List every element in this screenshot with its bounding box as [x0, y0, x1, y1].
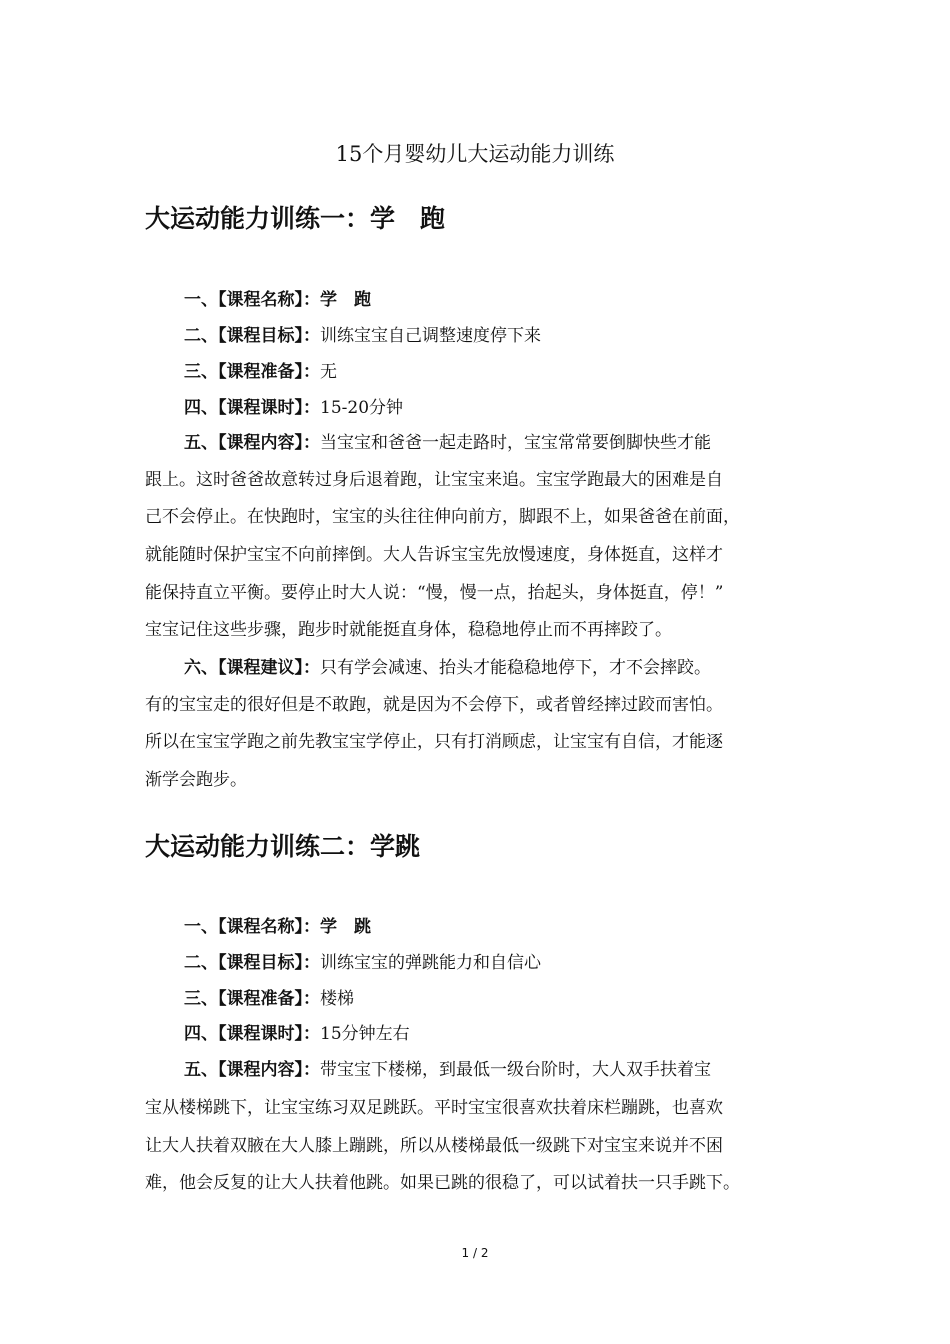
item-label: 四、【课程课时】：	[184, 398, 320, 418]
item-label: 三、【课程准备】：	[184, 989, 320, 1009]
item-value: 训练宝宝的弹跳能力和自信心	[320, 953, 541, 973]
section1-suggestion-first-line	[184, 656, 711, 680]
section2-content-first-line	[184, 1058, 711, 1082]
item-value: 15分钟左右	[320, 1024, 410, 1044]
section1-item-course-name	[184, 288, 371, 312]
section1-content-first-line	[184, 431, 711, 455]
item-value: 训练宝宝自己调整速度停下来	[320, 326, 541, 346]
item-label: 一、【课程名称】：	[184, 917, 320, 937]
item-value: 15-20分钟	[320, 398, 404, 418]
section1-item-course-goal	[184, 324, 541, 348]
item-label: 三、【课程准备】：	[184, 362, 320, 382]
paragraph-text: 带宝宝下楼梯，到最低一级台阶时，大人双手扶着宝	[320, 1060, 711, 1080]
paragraph-line: 宝从楼梯跳下，让宝宝练习双足跳跃。平时宝宝很喜欢扶着床栏蹦跳，也喜欢	[145, 1098, 723, 1118]
item-label: 五、【课程内容】：	[184, 433, 320, 453]
section1-item-course-prep	[184, 360, 337, 384]
item-label: 二、【课程目标】：	[184, 953, 320, 973]
item-value: 学 跑	[320, 290, 371, 310]
paragraph-line: 跟上。这时爸爸故意转过身后退着跑，让宝宝来追。宝宝学跑最大的困难是自	[145, 470, 723, 490]
item-value: 无	[320, 362, 337, 382]
section2-item-course-name	[184, 915, 371, 939]
item-label: 五、【课程内容】：	[184, 1060, 320, 1080]
paragraph-line: 让大人扶着双腋在大人膝上蹦跳，所以从楼梯最低一级跳下对宝宝来说并不困	[145, 1136, 723, 1156]
document-title: 15个月婴幼儿大运动能力训练	[335, 142, 615, 166]
section1-heading: 大运动能力训练一：学 跑	[145, 204, 446, 233]
paragraph-line: 己不会停止。在快跑时，宝宝的头往往伸向前方，脚跟不上，如果爸爸在前面，	[145, 507, 740, 527]
item-value: 学 跳	[320, 917, 371, 937]
section2-item-course-duration	[184, 1022, 410, 1046]
paragraph-line: 能保持直立平衡。要停止时大人说：“慢，慢一点，抬起头，身体挺直，停！”	[145, 583, 724, 603]
section2-item-course-goal	[184, 951, 541, 975]
paragraph-line: 就能随时保护宝宝不向前摔倒。大人告诉宝宝先放慢速度，身体挺直，这样才	[145, 545, 723, 565]
paragraph-line: 有的宝宝走的很好但是不敢跑，就是因为不会停下，或者曾经摔过跤而害怕。	[145, 695, 723, 715]
paragraph-line: 所以在宝宝学跑之前先教宝宝学停止，只有打消顾虑，让宝宝有自信，才能逐	[145, 732, 723, 752]
paragraph-text: 当宝宝和爸爸一起走路时，宝宝常常要倒脚快些才能	[320, 433, 711, 453]
item-label: 二、【课程目标】：	[184, 326, 320, 346]
page-number: 1 / 2	[461, 1246, 489, 1260]
paragraph-text: 只有学会减速、抬头才能稳稳地停下，才不会摔跤。	[320, 658, 711, 678]
paragraph-line: 渐学会跑步。	[145, 770, 247, 790]
section1-item-course-duration	[184, 396, 403, 420]
paragraph-line: 难，他会反复的让大人扶着他跳。如果已跳的很稳了，可以试着扶一只手跳下。	[145, 1173, 740, 1193]
item-label: 一、【课程名称】：	[184, 290, 320, 310]
section2-heading: 大运动能力训练二：学跳	[145, 832, 421, 861]
item-label: 六、【课程建议】：	[184, 658, 320, 678]
paragraph-line: 宝宝记住这些步骤，跑步时就能挺直身体，稳稳地停止而不再摔跤了。	[145, 620, 672, 640]
item-value: 楼梯	[320, 989, 354, 1009]
section2-item-course-prep	[184, 987, 354, 1011]
item-label: 四、【课程课时】：	[184, 1024, 320, 1044]
